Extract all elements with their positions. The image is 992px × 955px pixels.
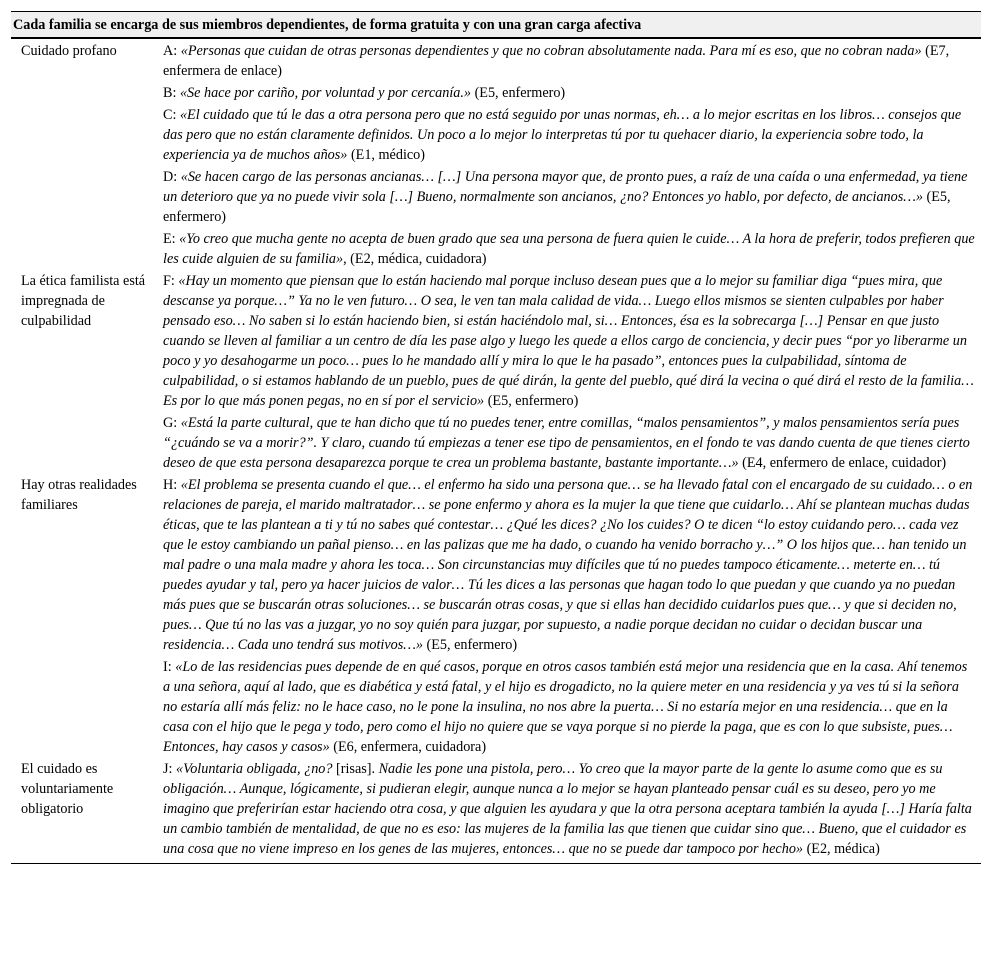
table-title: Cada familia se encarga de sus miembros dependientes, de forma gratuita y con una gran carga afectiva: [11, 12, 981, 39]
quote-letter: B:: [163, 85, 180, 101]
quote-text: «Lo de las residencias pues depende de en qué casos, porque en otros casos también está mejor una residencia que en la casa. Ahí tenemos a una señora, aquí al lado, que es diabética y está fatal, y el hijo es drogadicto, no la quiere meter en una residencia y ya ves tú si la señora no estaría allí más feliz: no le hace caso, no le pone la insulina, no nos abre la puerta… Si no estaría mejor en una residencia… que en la casa con el hijo que le pega y todo, pero como el hijo no quiere que se vaya porque si no pierde la paga, que es con lo que subsiste, pues… Entonces, hay casos y casos»: [163, 659, 968, 755]
quote-letter: H:: [163, 477, 181, 493]
quote-letter: E:: [163, 231, 180, 247]
quote-cell: [163, 41, 981, 83]
bottom-rule: [11, 863, 981, 864]
quote-cell: [163, 413, 981, 475]
table-container: [11, 11, 981, 864]
quote-source: (E1, médico): [347, 147, 425, 163]
table-row: [11, 271, 981, 413]
quote-source: (E5, enfermero): [422, 637, 518, 653]
quote-letter: I:: [163, 659, 176, 675]
quote-aside: [risas].: [332, 761, 379, 777]
quote-letter: J:: [163, 761, 177, 777]
quote-text: «Está la parte cultural, que te han dicho que tú no puedes tener, entre comillas, “malos pensamientos”, y malos pensamientos sería pues “¿cuándo se va a morir?”. Y claro, cuando tú empiezas a tener ese tipo de pensamientos, en el fondo te vas dando cuenta de que tienes cierto deseo de que esta persona desaparezca porque te crea un problema bastante, bastante importante…»: [163, 415, 970, 471]
quote-letter: C:: [163, 107, 180, 123]
quote-source: (E5, enfermero): [471, 85, 566, 101]
quote-source: (E2, médica): [803, 841, 880, 857]
quote-letter: A:: [163, 43, 181, 59]
quote-text: «El cuidado que tú le das a otra persona pero que no está seguido por unas normas, eh… a lo mejor escritas en los libros… consejos que das pero que no están claramente definidos. Un poco a lo mejor lo interpretas tú por tu quehacer diario, la experiencia sobre todo, la experiencia ya de muchos años»: [163, 107, 962, 163]
quote-cell: [163, 167, 981, 229]
quote-cell: [163, 759, 981, 861]
quote-text: «Hay un momento que piensan que lo están haciendo mal porque incluso desean pues que a lo mejor su familiar diga “pues mira, que descanse ya porque…” Ya no le ven futuro… O sea, le ven tan mala calidad de vida… Luego ellos mismos se sienten culpables por haber pensado eso… No saben si lo están haciendo bien, si están haciéndolo mal, si… Entonces, ésa es la sobrecarga […] Pensar en que justo cuando se lleven al familiar a un centro de día les pase algo y luego les quede a ellos cargo de conciencia, y decir pues “por yo liberarme un poco y yo desahogarme un poco… pues lo he mandado allí y mira lo que le ha pasado”, entonces pues la culpabilidad, síntoma de culpabilidad, o si estamos hablando de un pueblo, pues de qué dirán, la gente del pueblo, qué dirá la vecina o qué dirá el resto de la familia… Es por lo que más ponen pegas, no en sí por el servicio»: [163, 273, 974, 409]
quote-text: «Voluntaria obligada, ¿no?: [176, 761, 333, 777]
table-row: [11, 475, 981, 657]
quote-cell: [163, 229, 981, 271]
quote-source: , (E2, médica, cuidadora): [343, 251, 487, 267]
quote-text: «El problema se presenta cuando el que… el enfermo ha sido una persona que… se ha llevado fatal con el encargado de su cuidado… o en relaciones de pareja, el marido maltratador… se pone enfermo y ahora es la mujer la que tiene que cuidarlo… Ahí se plantean muchas dudas éticas, que te las plantean a ti y tú no sabes qué contestar… ¿Qué les dices? ¿No los cuides? O te dicen “lo estoy cuidando pero… cada vez que le estoy cambiando un pañal pienso… en las palizas que me ha dado, o cuando ha venido borracho y…” O los hijos que… han tenido un mal padre o una mala madre y ahora les toca… Son circunstancias muy difíciles que tú no puedes tampoco éticamente… meterte en… tú puedes ayudar y tal, pero ya hacer juicios de valor… Tú les dices a las personas que hagan todo lo que puedan y que cuando ya no puedan más pues que se buscarán otras soluciones… se buscarán otras cosas, y que si ellas han decidido cuidarlos pues que… y que si deciden no, pues… Que tú no las vas a juzgar, yo no soy quién para juzgar, por supuesto, a nadie porque decidan no cuidar o decidan buscar una residencia… Cada uno tendrá sus motivos…»: [163, 477, 973, 653]
quote-text: «Personas que cuidan de otras personas dependientes y que no cobran absolutamente nada. Para mí es eso, que no cobran nada»: [180, 43, 922, 59]
category-cell: La ética familista está impregnada de culpabilidad: [21, 273, 146, 329]
quote-cell: [163, 105, 981, 167]
category-cell: El cuidado es voluntariamente obligatorio: [21, 761, 114, 817]
quote-source: (E6, enfermera, cuidadora): [329, 739, 487, 755]
quote-source: (E5, enfermero): [163, 189, 951, 225]
table-row: [11, 41, 981, 83]
quote-cell: [163, 83, 981, 105]
quotes-table: [11, 41, 981, 861]
quote-source: (E4, enfermero de enlace, cuidador): [738, 455, 947, 471]
quote-text: Nadie les pone una pistola, pero… Yo creo que la mayor parte de la gente lo asume como que es su obligación… Aunque, lógicamente, si pudieran elegir, aunque nunca a lo mejor se hayan planteado pensar cuál es su deseo, pero yo me imagino que preferirían estar haciendo otra cosa, y que alguien les ayudara y que la otra persona aceptara también la ayuda […] Haría falta un cambio también de mentalidad, de que no es eso: las mujeres de la familia las que tienen que cuidar sino que… Bueno, que el cuidador es una cosa que no viene impreso en los genes de las mujeres, entonces… que no se puede dar tampoco por hecho»: [163, 761, 972, 857]
quote-text: «Se hace por cariño, por voluntad y por cercanía.»: [179, 85, 472, 101]
category-cell: Cuidado profano: [21, 43, 117, 59]
table-body: [11, 41, 981, 861]
table-row: [11, 759, 981, 861]
quote-cell: [163, 271, 981, 413]
quote-text: «Se hacen cargo de las personas ancianas… […] Una persona mayor que, de pronto pues, a raíz de una caída o una enfermedad, ya tiene un deterioro que ya no puede vivir sola […] Bueno, normalmente son ancianos, ¿no? Entonces yo hablo, por defecto, de ancianos…»: [163, 169, 968, 205]
quote-cell: [163, 475, 981, 657]
quote-source: (E7, enfermera de enlace): [163, 43, 950, 79]
quote-cell: [163, 657, 981, 759]
quote-text: «Yo creo que mucha gente no acepta de buen grado que sea una persona de fuera quien le cuide… A la hora de preferir, todos prefieren que les cuide alguien de su familia»: [163, 231, 975, 267]
quote-letter: F:: [163, 273, 179, 289]
quote-letter: D:: [163, 169, 181, 185]
quote-letter: G:: [163, 415, 181, 431]
quote-source: (E5, enfermero): [484, 393, 579, 409]
category-cell: Hay otras realidades familiares: [21, 477, 137, 513]
